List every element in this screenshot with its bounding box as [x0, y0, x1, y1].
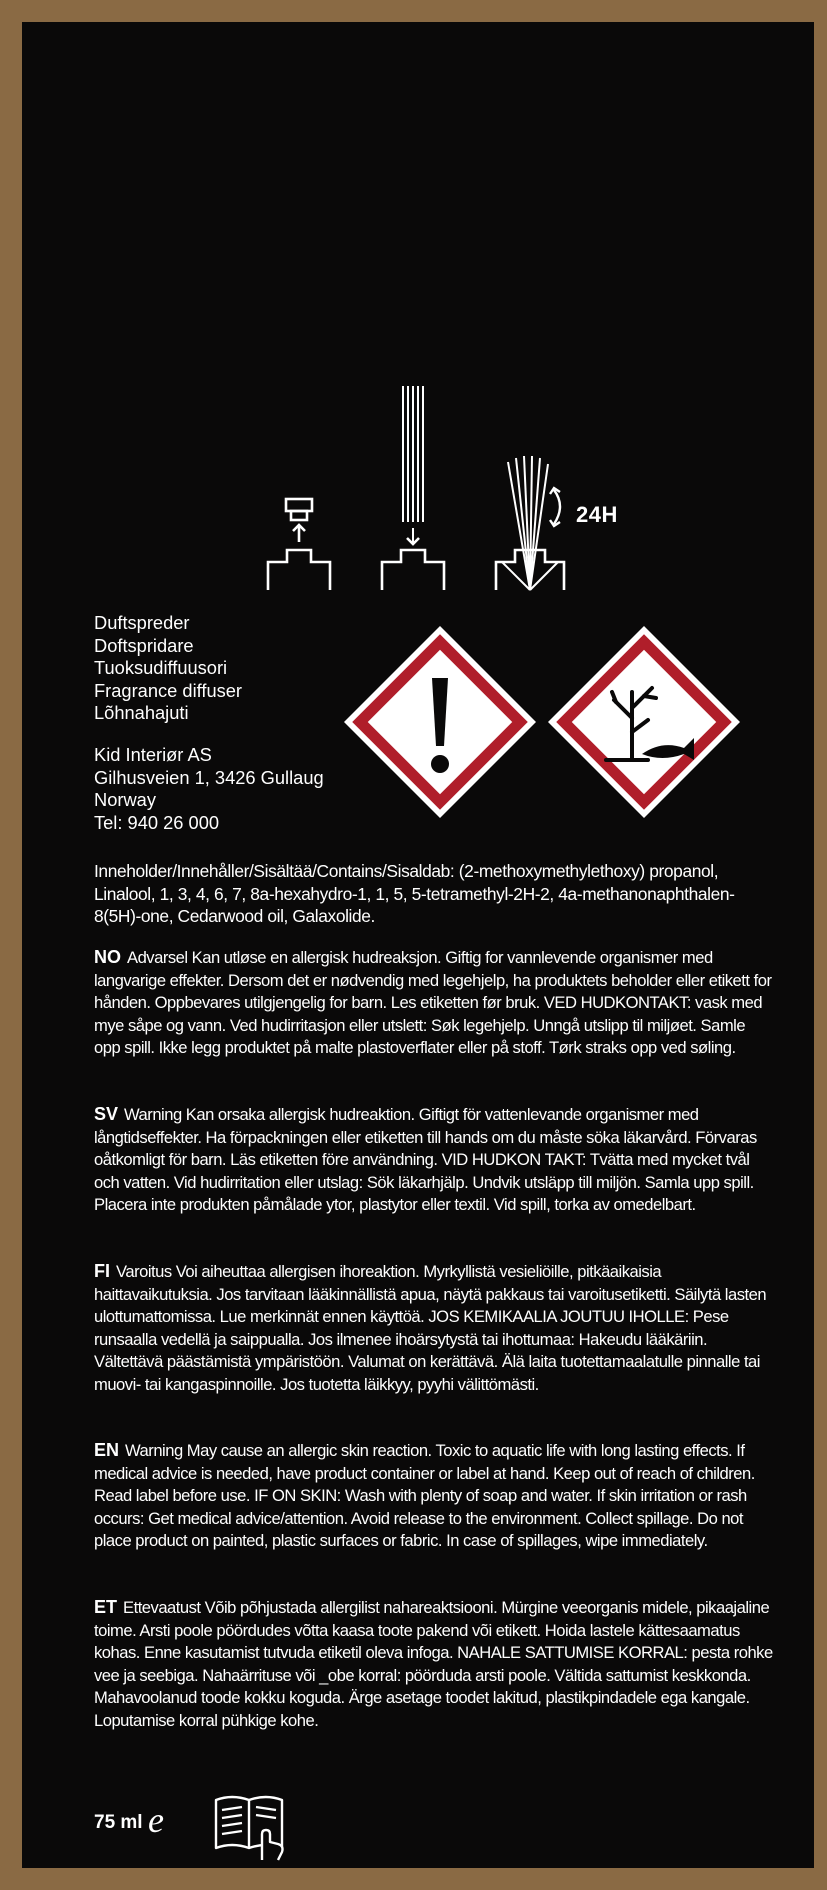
estimated-sign-icon: e	[148, 1800, 164, 1840]
cap-removal-icon	[262, 384, 336, 596]
warning-text-no: Advarsel Kan utløse en allergisk hudreaksjon. Giftig for vannlevende organismer med langvarige effekter. Dersom det er nødvendig med legehjelp, ha produktets beholder eller etikett for hånden. Oppbevares utilgjengelig for barn. Les etiketten før bruk. VED HUDKONTAKT: vask med mye såpe og vann. Ved hudirritasjon eller utslett: Søk legehjelp. Unngå utslipp til miljøet. Samle opp spill. Ikke legg produktet på malte plastoverflater eller på stoff. Tørk straks opp ved søling.	[94, 948, 772, 1057]
warning-text-sv: Warning Kan orsaka allergisk hudreaktion. Giftigt för vattenlevande organismer med långtidseffekter. Ha förpackningen eller etiketten till hands om du måste söka läkarvård. Förvaras oåtkomligt för barn. Läs etiketten före användning. VID HUDKON TAKT: Tvätta med mycket tvål och vatten. Vid hudirritation eller utslag: Sök läkarhjälp. Undvik utsläpp till miljön. Samla upp spill. Placera inte produkten påmålade ytor, plastytor eller textil. Vid spill, torka av omedelbart.	[94, 1105, 757, 1214]
company-name: Kid Interiør AS	[94, 744, 212, 765]
company-info	[94, 744, 324, 834]
language-code-sv: SV	[94, 1104, 119, 1124]
product-name-en: Fragrance diffuser	[94, 679, 243, 701]
label-footer	[94, 1790, 394, 1864]
language-code-en: EN	[94, 1440, 120, 1460]
duration-label: 24H	[576, 502, 618, 527]
exclamation-mark-hazard-icon	[340, 622, 540, 822]
ingredients-text: Inneholder/Innehåller/Sisältää/Contains/Sisaldab: (2-methoxymethylethoxy) propanol, Linalool, 1, 3, 4, 6, 7, 8a-hexahydro-1, 1, 5, 5-tetramethyl-2H-2, 4a-methanonaphthalen-8(5H)-one, Cedarwood oil, Galaxolide.	[94, 861, 735, 926]
environment-hazard-icon	[544, 622, 744, 822]
warning-block-no	[94, 946, 774, 1060]
product-label	[22, 22, 814, 1868]
company-phone: Tel: 940 26 000	[94, 811, 220, 833]
warning-text-en: Warning May cause an allergic skin reaction. Toxic to aquatic life with long lasting effects. If medical advice is needed, have product container or label at hand. Keep out of reach of children. Read label before use. IF ON SKIN: Wash with plenty of soap and water. If skin irritation or rash occurs: Get medical advice/attention. Avoid release to the environment. Collect spillage. Do not place product on painted, plastic surfaces or fabric. In case of spillages, wipe immediately.	[94, 1441, 755, 1550]
warning-text-fi: Varoitus Voi aiheuttaa allergisen ihoreaktion. Myrkyllistä vesieliöille, pitkäaikaisia haittavaikutuksia. Jos tarvitaan lääkinnällistä apua, näytä pakkaus tai varoitusetiketti. Säilytä lasten ulottumattomissa. Lue merkinnät ennen käyttöä. JOS KEMIKAALIA JOUTUU IHOLLE: Pese runsaalla vedellä ja saippualla. Jos ilmenee ihoärsytystä tai ihottumaa: Hakeudu lääkäriin. Vältettävä päästämistä ympäristöön. Valumat on kerättävä. Älä laita tuotettamaalatulle pinnalle tai muovi- tai kangaspinnoille. Jos tuotetta läikkyy, pyyhi välittömästi.	[94, 1262, 767, 1394]
company-address: Gilhusveien 1, 3426 Gullaug	[94, 766, 324, 788]
warning-block-sv	[94, 1103, 774, 1217]
warning-text-et: Ettevaatust Võib põhjustada allergilist nahareaktsiooni. Mürgine veeorganis midele, pikaajaline toime. Arsti poole pöördudes võtta kaasa toote pakend või etikett. Hoida lastele kättesaamatus kohas. Enne kasutamist tutvuda etiketil oleva infoga. NAHALE SATTUMISE KORRAL: pesta rohke vee ja seebiga. Nahaärrituse või _obe korral: pöörduda arsti poole. Vältida sattumist keskkonda. Mahavoolanud toode kokku koguda. Ärge asetage toodet lakitud, plastikpindadele ega kangale. Loputamise korral pühkige kohe.	[94, 1598, 773, 1730]
volume-label: 75 ml	[94, 1812, 143, 1833]
language-code-et: ET	[94, 1597, 118, 1617]
product-name-fi: Tuoksudiffuusori	[94, 657, 228, 678]
product-names	[94, 612, 242, 725]
insert-sticks-icon	[376, 384, 450, 596]
warning-block-en	[94, 1439, 774, 1553]
usage-instructions	[262, 384, 622, 596]
company-country: Norway	[94, 789, 156, 810]
warning-block-et	[94, 1596, 774, 1732]
language-code-fi: FI	[94, 1261, 110, 1281]
product-name-sv: Doftspridare	[94, 634, 194, 656]
wait-24h-icon	[490, 384, 570, 596]
product-name-no: Duftspreder	[94, 612, 190, 633]
language-code-no: NO	[94, 947, 121, 967]
read-instructions-icon	[212, 1790, 288, 1862]
product-name-et: Lõhnahajuti	[94, 702, 189, 723]
warning-block-fi	[94, 1260, 774, 1396]
